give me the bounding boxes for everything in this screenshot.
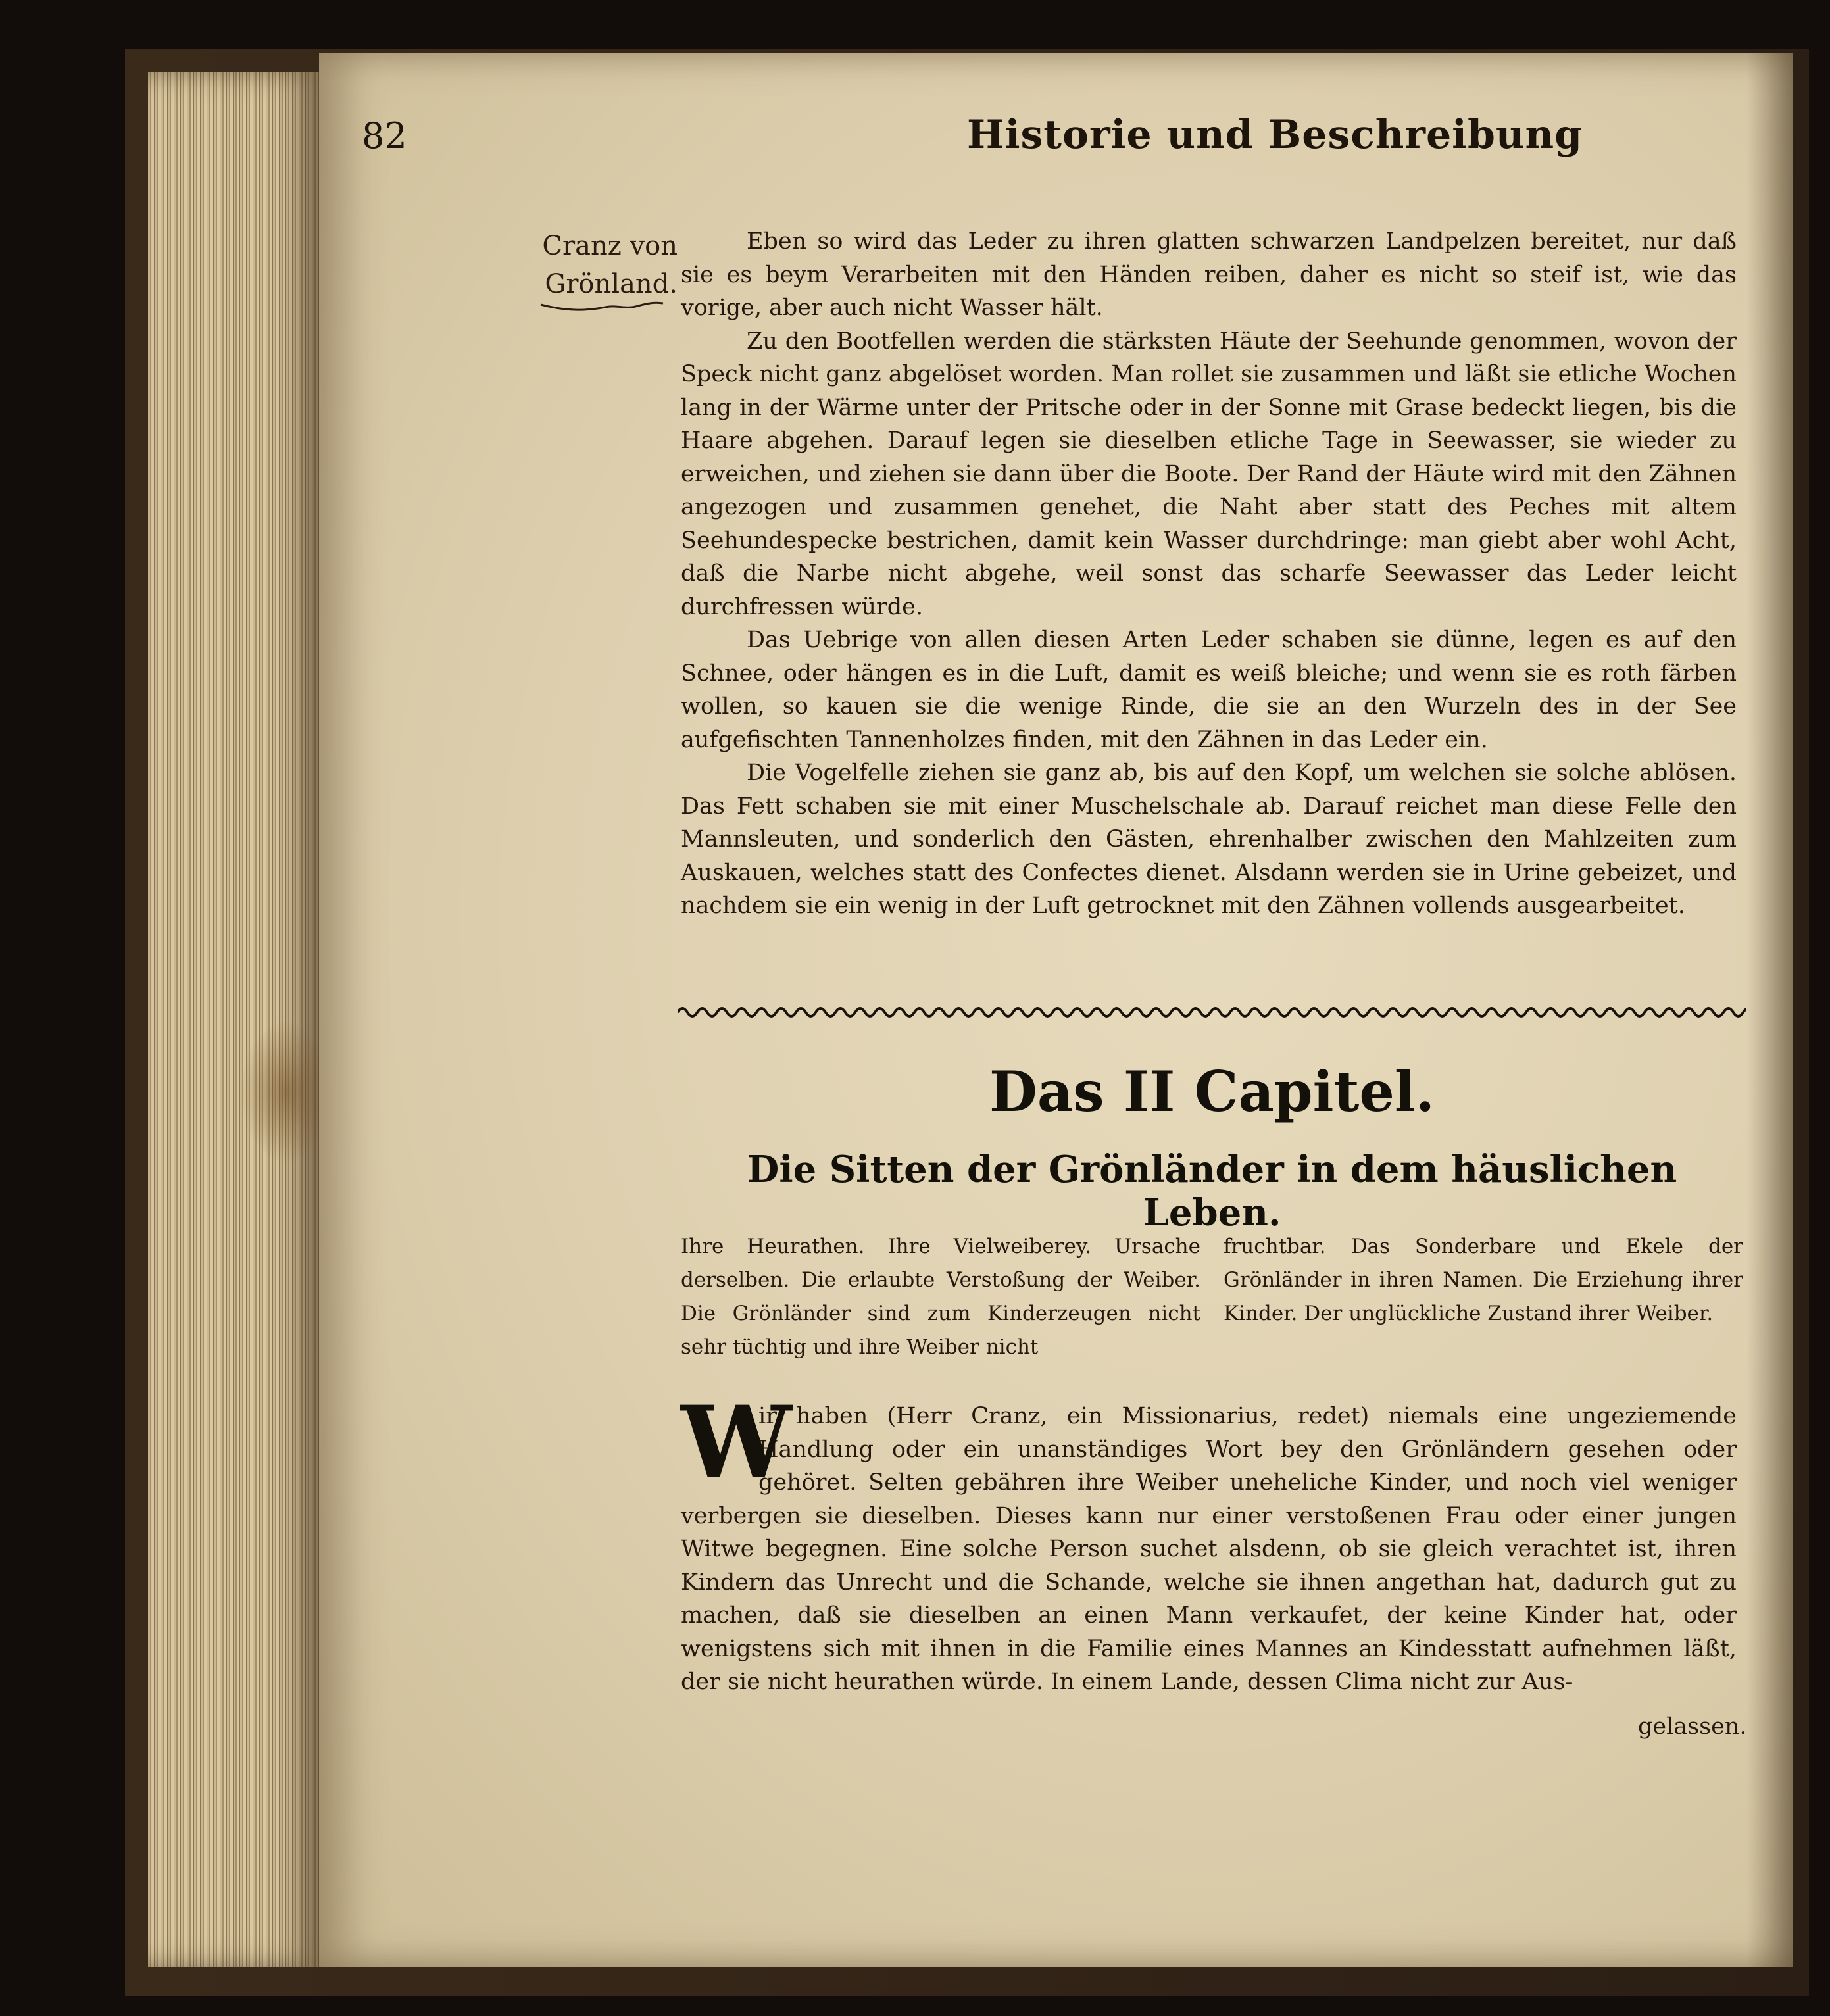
catchword: gelassen. bbox=[1638, 1713, 1747, 1740]
paragraph: Zu den Bootfellen werden die stärksten Häute der Seehunde genommen, wovon der Speck nicht ganz abgelöset worden. Man rollet sie zusammen und läßt sie etliche Wochen lang in der Wärme unter der Pritsche oder in der Sonne mit Grase bedeckt liegen, bis die Haare abgehen. Darauf legen sie dieselben etliche Tage in Seewasser, sie wieder zu erweichen, und ziehen sie dann über die Boote. Der Rand der Häute wird mit den Zähnen angezogen und zusammen genehet, die Naht aber statt des Peches mit altem Seehundespecke bestrichen, damit kein Wasser durchdringe: man giebt aber wohl Acht, daß die Narbe nicht abgehe, weil sonst das scharfe Seewasser das Leder leicht durchfressen würde. bbox=[681, 328, 1737, 620]
text-block bbox=[681, 225, 1737, 923]
drop-cap: W bbox=[681, 1385, 792, 1500]
page-number: 82 bbox=[362, 115, 407, 157]
chapter-summary-left: Ihre Heurathen. Ihre Vielweiberey. Ursache derselben. Die erlaubte Verstoßung der Weiber. Die Grönländer sind zum Kinderzeugen nicht sehr tüchtig und ihre Weiber nicht bbox=[681, 1235, 1200, 1359]
flourish-ornament bbox=[539, 299, 664, 312]
chapter-summary-right: fruchtbar. Das Sonderbare und Ekele der Grönländer in ihren Namen. Die Erziehung ihrer Kinder. Der unglückliche Zustand ihrer Weiber. bbox=[1224, 1235, 1743, 1325]
page-edges bbox=[148, 72, 319, 1967]
paragraph: Die Vogelfelle ziehen sie ganz ab, bis auf den Kopf, um welchen sie solche ablösen. Das Fett schaben sie mit einer Muschelschale ab. Darauf reichet man diese Felle den Mannsleuten, und sonderlich den Gästen, ehrenhalber zwischen den Mahlzeiten zum Auskauen, welches statt des Confectes dienet. Alsdann werden sie in Urine gebeizet, und nachdem sie ein wenig in der Luft getrocknet mit den Zähnen vollends ausgearbeitet. bbox=[681, 760, 1737, 919]
paragraph: Eben so wird das Leder zu ihren glatten schwarzen Landpelzen bereitet, nur daß sie es beym Verarbeiten mit den Händen reiben, daher es nicht so steif ist, wie das vorige, aber auch nicht Wasser hält. bbox=[681, 228, 1737, 321]
ornamental-divider bbox=[678, 1003, 1746, 1021]
chapter-body bbox=[681, 1400, 1737, 1699]
paragraph: Das Uebrige von allen diesen Arten Leder schaben sie dünne, legen es auf den Schnee, oder hängen es in die Luft, damit es weiß bleiche; und wenn sie es roth färben wollen, so kauen sie die wenige Rinde, die sie an den Wurzeln des in der See aufgefischten Tannenholzes finden, mit den Zähnen in das Leder ein. bbox=[681, 627, 1737, 753]
chapter-title: Das II Capitel. bbox=[989, 1059, 1435, 1124]
running-head: Historie und Beschreibung bbox=[967, 112, 1583, 158]
chapter-subtitle: Die Sitten der Grönländer in dem häuslichen Leben. bbox=[747, 1148, 1677, 1235]
water-stain bbox=[240, 1020, 332, 1164]
page-gutter bbox=[1746, 53, 1793, 1967]
margin-note: Cranz von Grönland. bbox=[542, 231, 678, 299]
chapter-body-text: ir haben (Herr Cranz, ein Missionarius, redet) niemals eine ungeziemende Handlung oder ein unanständiges Wort bey den Grönländern gesehen oder gehöret. Selten gebähren ihre Weiber uneheliche Kinder, und noch viel weniger verbergen sie dieselben. Dieses kann nur einer verstoßenen Frau oder einer jungen Witwe begegnen. Eine solche Person suchet alsdenn, ob sie gleich verachtet ist, ihren Kindern das Unrecht und die Schande, welche sie ihnen angethan hat, dadurch gut zu machen, daß sie dieselben an einen Mann verkaufet, der keine Kinder hat, oder wenigstens sich mit ihnen in die Familie eines Mannes an Kindesstatt aufnehmen läßt, der sie nicht heurathen würde. In einem Lande, dessen Clima nicht zur Aus- bbox=[681, 1403, 1737, 1695]
